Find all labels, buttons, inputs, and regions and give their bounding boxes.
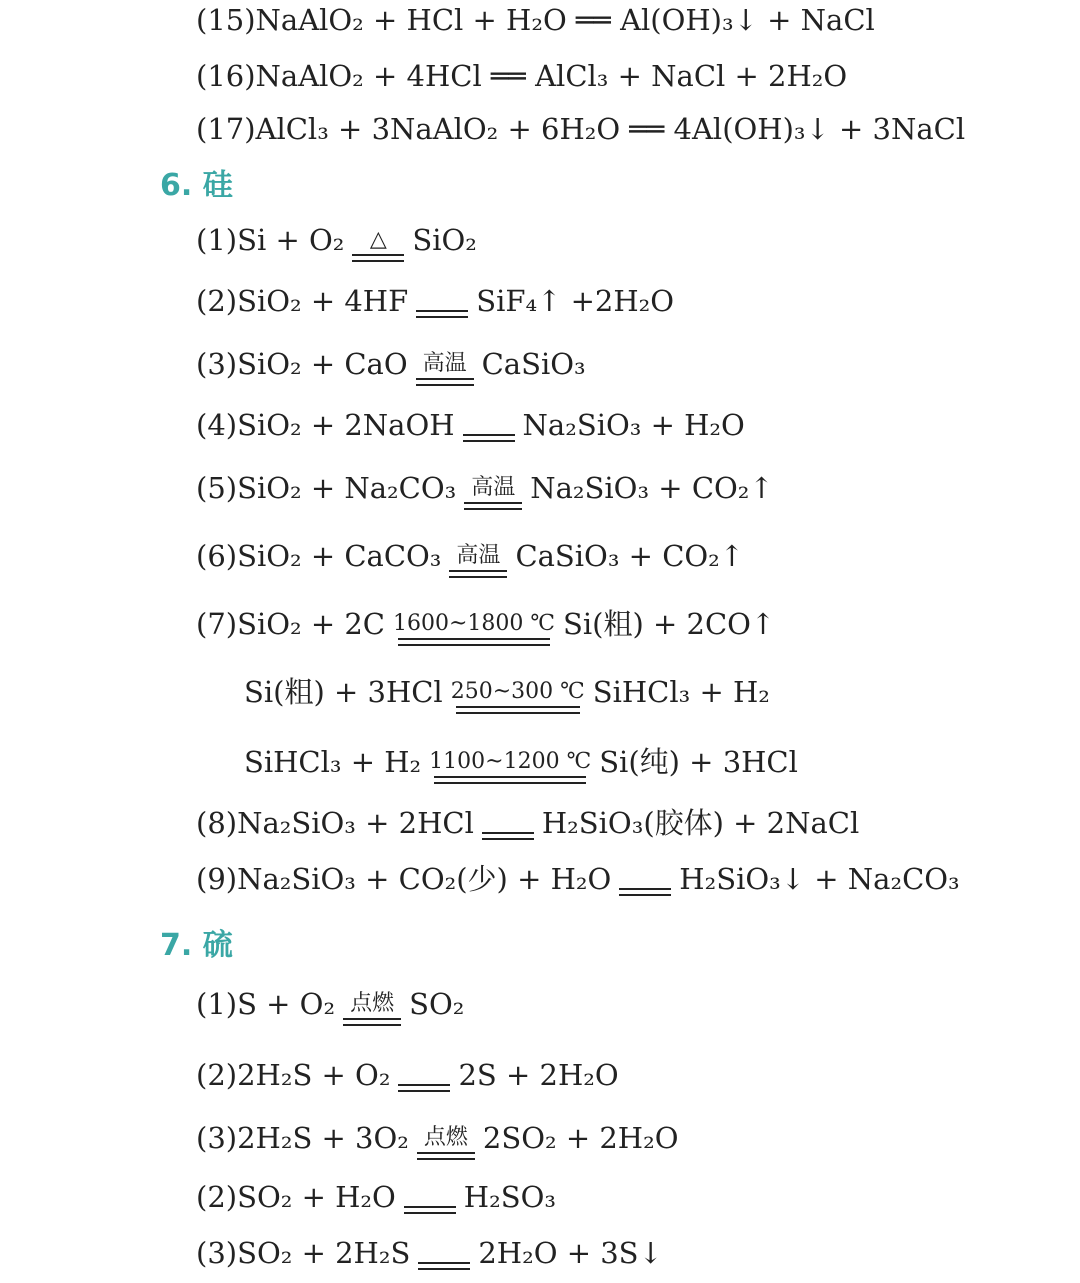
reaction-arrow: [343, 993, 401, 1026]
equation-si-7: [0, 607, 1080, 650]
equation-rhs: SiHCl₃ + H₂: [592, 675, 770, 709]
equation-rhs: Si(纯) + 3HCl: [599, 745, 798, 779]
equation-lhs: (9)Na₂SiO₃ + CO₂(少) + H₂O: [196, 861, 612, 896]
equation-rhs: Si(粗) + 2CO↑: [563, 607, 776, 641]
reaction-arrow: [449, 545, 507, 578]
equation-lhs: SiHCl₃ + H₂: [244, 745, 422, 779]
reaction-arrow: [464, 477, 522, 510]
equation-lhs: (2)SiO₂ + 4HF: [196, 283, 409, 318]
reaction-arrow: [417, 1127, 475, 1160]
equation-lhs: (1)Si + O₂: [196, 223, 345, 257]
equation-rhs: SiF₄↑ +2H₂O: [476, 283, 675, 318]
equation-rhs: 2S + 2H₂O: [458, 1057, 619, 1092]
equation-lhs: (1)S + O₂: [196, 987, 336, 1021]
equation-rhs: 2H₂O + 3S↓: [478, 1235, 663, 1270]
reaction-arrow: [416, 307, 468, 318]
reaction-arrow: [404, 1203, 456, 1214]
equation-rhs: SO₂: [409, 987, 465, 1021]
equation-s-5: [0, 1236, 1080, 1276]
reaction-arrow: [398, 1081, 450, 1092]
equation-si-1: [0, 223, 1080, 266]
equation-si-6: [0, 539, 1080, 582]
equation-al-16: [0, 56, 1080, 96]
equation-rhs: 2SO₂ + 2H₂O: [482, 1121, 679, 1155]
reaction-condition: 点燃: [423, 1125, 468, 1150]
equation-lhs: (2)SO₂ + H₂O: [196, 1179, 396, 1214]
equation-text: (17)AlCl₃ + 3NaAlO₂ + 6H₂O ══ 4Al(OH)₃↓ + 3NaCl: [196, 111, 966, 146]
reaction-condition: 250~300 ℃: [450, 679, 585, 704]
equation-si-4: [0, 408, 1080, 448]
equation-rhs: CaSiO₃ + CO₂↑: [515, 539, 745, 573]
equation-si-2: [0, 284, 1080, 324]
equation-rhs: Na₂SiO₃ + CO₂↑: [530, 471, 774, 505]
equation-s-1: [0, 987, 1080, 1030]
reaction-arrow: [429, 751, 591, 784]
equation-s-3: [0, 1121, 1080, 1164]
reaction-condition: 点燃: [350, 991, 395, 1016]
equation-lhs: (8)Na₂SiO₃ + 2HCl: [196, 805, 474, 840]
reaction-condition: 高温: [471, 475, 516, 500]
equation-si-5: [0, 471, 1080, 514]
reaction-condition: △: [369, 227, 387, 252]
equation-al-17: [0, 109, 1080, 149]
equation-si-9: [0, 862, 1080, 902]
equation-lhs: (3)SiO₂ + CaO: [196, 347, 408, 381]
equation-si-7c: [0, 745, 1080, 788]
equation-lhs: (4)SiO₂ + 2NaOH: [196, 407, 455, 442]
equation-lhs: (5)SiO₂ + Na₂CO₃: [196, 471, 457, 505]
equation-lhs: (3)SO₂ + 2H₂S: [196, 1235, 411, 1270]
equation-lhs: Si(粗) + 3HCl: [244, 675, 443, 709]
equation-rhs: CaSiO₃: [481, 347, 586, 381]
equation-rhs: H₂SiO₃↓ + Na₂CO₃: [679, 861, 960, 896]
equation-s-4: [0, 1180, 1080, 1220]
reaction-arrow: [352, 229, 404, 262]
equation-lhs: (3)2H₂S + 3O₂: [196, 1121, 409, 1155]
reaction-condition: 高温: [456, 543, 501, 568]
reaction-condition: 高温: [422, 351, 467, 376]
equation-s-2: [0, 1058, 1080, 1098]
equation-si-8: [0, 806, 1080, 846]
equation-rhs: H₂SO₃: [463, 1179, 556, 1214]
reaction-arrow: [451, 681, 585, 714]
reaction-arrow: [393, 613, 555, 646]
equation-text: (15)NaAlO₂ + HCl + H₂O ══ Al(OH)₃↓ + NaCl: [196, 2, 875, 37]
equation-al-15: [0, 0, 1080, 40]
section-heading-silicon: 6. 硅: [160, 168, 233, 203]
equation-lhs: (6)SiO₂ + CaCO₃: [196, 539, 442, 573]
reaction-arrow: [418, 1259, 470, 1270]
equation-rhs: H₂SiO₃(胶体) + 2NaCl: [541, 805, 860, 840]
reaction-arrow: [416, 353, 474, 386]
equation-rhs: SiO₂: [412, 223, 477, 257]
reaction-arrow: [463, 431, 515, 442]
equation-si-7b: [0, 675, 1080, 718]
equation-si-3: [0, 347, 1080, 390]
reaction-arrow: [619, 885, 671, 896]
reaction-condition: 1600~1800 ℃: [393, 611, 556, 636]
reaction-arrow: [482, 829, 534, 840]
section-heading-sulfur: 7. 硫: [160, 928, 233, 963]
reaction-condition: 1100~1200 ℃: [429, 749, 592, 774]
equation-lhs: (7)SiO₂ + 2C: [196, 607, 385, 641]
equation-rhs: Na₂SiO₃ + H₂O: [522, 407, 745, 442]
equation-lhs: (2)2H₂S + O₂: [196, 1057, 391, 1092]
equation-text: (16)NaAlO₂ + 4HCl ══ AlCl₃ + NaCl + 2H₂O: [196, 58, 848, 93]
